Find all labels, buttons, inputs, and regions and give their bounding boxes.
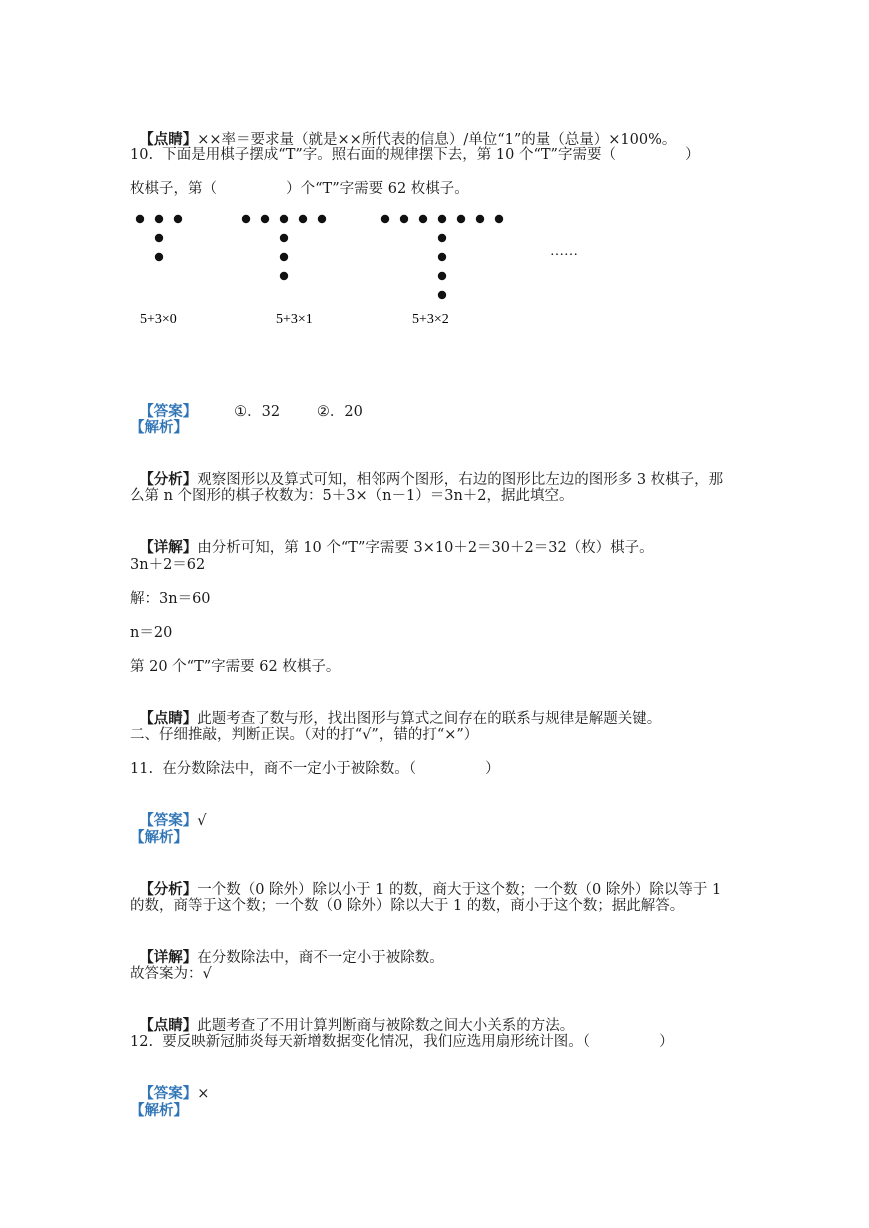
answer-tag-11: 【答案】 xyxy=(139,812,198,829)
question-10-line-1: 10. 下面是用棋子摆成“T”字。照右面的规律摆下去，第 10 个“T”字需要（ ） xyxy=(130,147,700,163)
analysis-text: 观察图形以及算式可知，相邻两个图形，右边的图形比左边的图形多 3 枚棋子，那 xyxy=(197,472,724,488)
question-10-line-2: 枚棋子，第（ ）个“T”字需要 62 枚棋子。 xyxy=(130,181,469,197)
pattern-1-top-dot xyxy=(174,215,182,223)
analysis-line-2: 么第 n 个图形的棋子枚数为：5＋3×（n－1）＝3n＋2，据此填空。 xyxy=(130,488,574,504)
pattern-1-top-dot xyxy=(155,215,163,223)
figure-label-3: 5+3×2 xyxy=(412,312,449,327)
note-text-2: 此题考查了数与形，找出图形与算式之间存在的联系与规律是解题关键。 xyxy=(197,711,662,727)
pattern-2-top-dot xyxy=(242,215,250,223)
question-12: 12. 要反映新冠肺炎每天新增数据变化情况，我们应选用扇形统计图。（ ） xyxy=(130,1034,674,1050)
pattern-3-top-dot xyxy=(476,215,484,223)
pattern-2-top-dot xyxy=(318,215,326,223)
t-pattern-figure xyxy=(130,205,630,340)
section-heading: 二、仔细推敲，判断正误。（对的打“√”，错的打“×”） xyxy=(130,727,479,743)
analysis-11-line-2: 的数，商等于这个数；一个数（0 除外）除以大于 1 的数，商小于这个数；据此解答。 xyxy=(130,898,685,914)
equation-line-2: 解：3n＝60 xyxy=(130,591,211,607)
answer-text-12: × xyxy=(197,1086,210,1102)
analysis-heading-12: 【解析】 xyxy=(130,1102,188,1119)
pattern-2-stem-dot xyxy=(280,234,288,242)
analysis-heading-11: 【解析】 xyxy=(130,829,188,846)
note-text-11: 此题考查了不用计算判断商与被除数之间大小关系的方法。 xyxy=(197,1018,575,1034)
pattern-1-stem-dot xyxy=(155,253,163,261)
figure-label-2: 5+3×1 xyxy=(276,312,313,327)
detail-line-1 xyxy=(130,521,654,557)
note-text: ××率＝要求量（就是××所代表的信息）/单位“1”的量（总量）×100%。 xyxy=(197,132,677,148)
note-line xyxy=(130,113,676,149)
answer-line xyxy=(130,385,363,421)
pattern-3-stem-dot xyxy=(438,291,446,299)
equation-line-3: n＝20 xyxy=(130,625,173,641)
pattern-2-stem-dot xyxy=(280,253,288,261)
analysis-tag: 【分析】 xyxy=(139,471,198,488)
pattern-1-stem-dot xyxy=(155,234,163,242)
pattern-3-top-dot xyxy=(438,215,446,223)
pattern-2-top-dot xyxy=(299,215,307,223)
question-11: 11. 在分数除法中，商不一定小于被除数。（ ） xyxy=(130,761,500,777)
note-tag-2: 【点睛】 xyxy=(139,710,198,727)
pattern-2-top-dot xyxy=(261,215,269,223)
figure-label-1: 5+3×0 xyxy=(140,312,177,327)
note-tag: 【点睛】 xyxy=(139,131,198,148)
note-line-2 xyxy=(130,692,661,728)
pattern-3-top-dot xyxy=(419,215,427,223)
detail-tag-11: 【详解】 xyxy=(139,949,198,966)
pattern-1-top-dot xyxy=(136,215,144,223)
pattern-3-stem-dot xyxy=(438,272,446,280)
figure-ellipsis: …… xyxy=(550,244,578,259)
note-line-11 xyxy=(130,999,574,1035)
answer-text-11: √ xyxy=(197,813,207,829)
pattern-3-top-dot xyxy=(457,215,465,223)
pattern-3-top-dot xyxy=(400,215,408,223)
note-tag-11: 【点睛】 xyxy=(139,1017,198,1034)
answer-tag-12: 【答案】 xyxy=(139,1085,198,1102)
conclusion-line: 第 20 个“T”字需要 62 枚棋子。 xyxy=(130,659,341,675)
answer-line-11 xyxy=(130,794,206,830)
analysis-11-line-1 xyxy=(130,863,721,899)
detail-text-11: 在分数除法中，商不一定小于被除数。 xyxy=(197,950,444,966)
pattern-2-stem-dot xyxy=(280,272,288,280)
detail-line-11 xyxy=(130,931,444,967)
detail-text: 由分析可知，第 10 个“T”字需要 3×10＋2＝30＋2＝32（枚）棋子。 xyxy=(197,540,654,556)
answer-tag: 【答案】 xyxy=(139,403,198,420)
analysis-tag-11: 【分析】 xyxy=(139,881,198,898)
analysis-line-1 xyxy=(130,453,723,489)
answer-text: ①．32 ②．20 xyxy=(197,404,363,420)
answer-line-12 xyxy=(130,1067,209,1103)
final-answer-11: 故答案为：√ xyxy=(130,966,212,982)
analysis-heading: 【解析】 xyxy=(130,419,188,436)
pattern-3-stem-dot xyxy=(438,253,446,261)
detail-tag: 【详解】 xyxy=(139,539,198,556)
pattern-3-top-dot xyxy=(381,215,389,223)
equation-line-1: 3n＋2＝62 xyxy=(130,557,206,573)
analysis-text-11: 一个数（0 除外）除以小于 1 的数，商大于这个数；一个数（0 除外）除以等于 1 xyxy=(197,882,722,898)
pattern-3-top-dot xyxy=(495,215,503,223)
pattern-2-top-dot xyxy=(280,215,288,223)
pattern-3-stem-dot xyxy=(438,234,446,242)
